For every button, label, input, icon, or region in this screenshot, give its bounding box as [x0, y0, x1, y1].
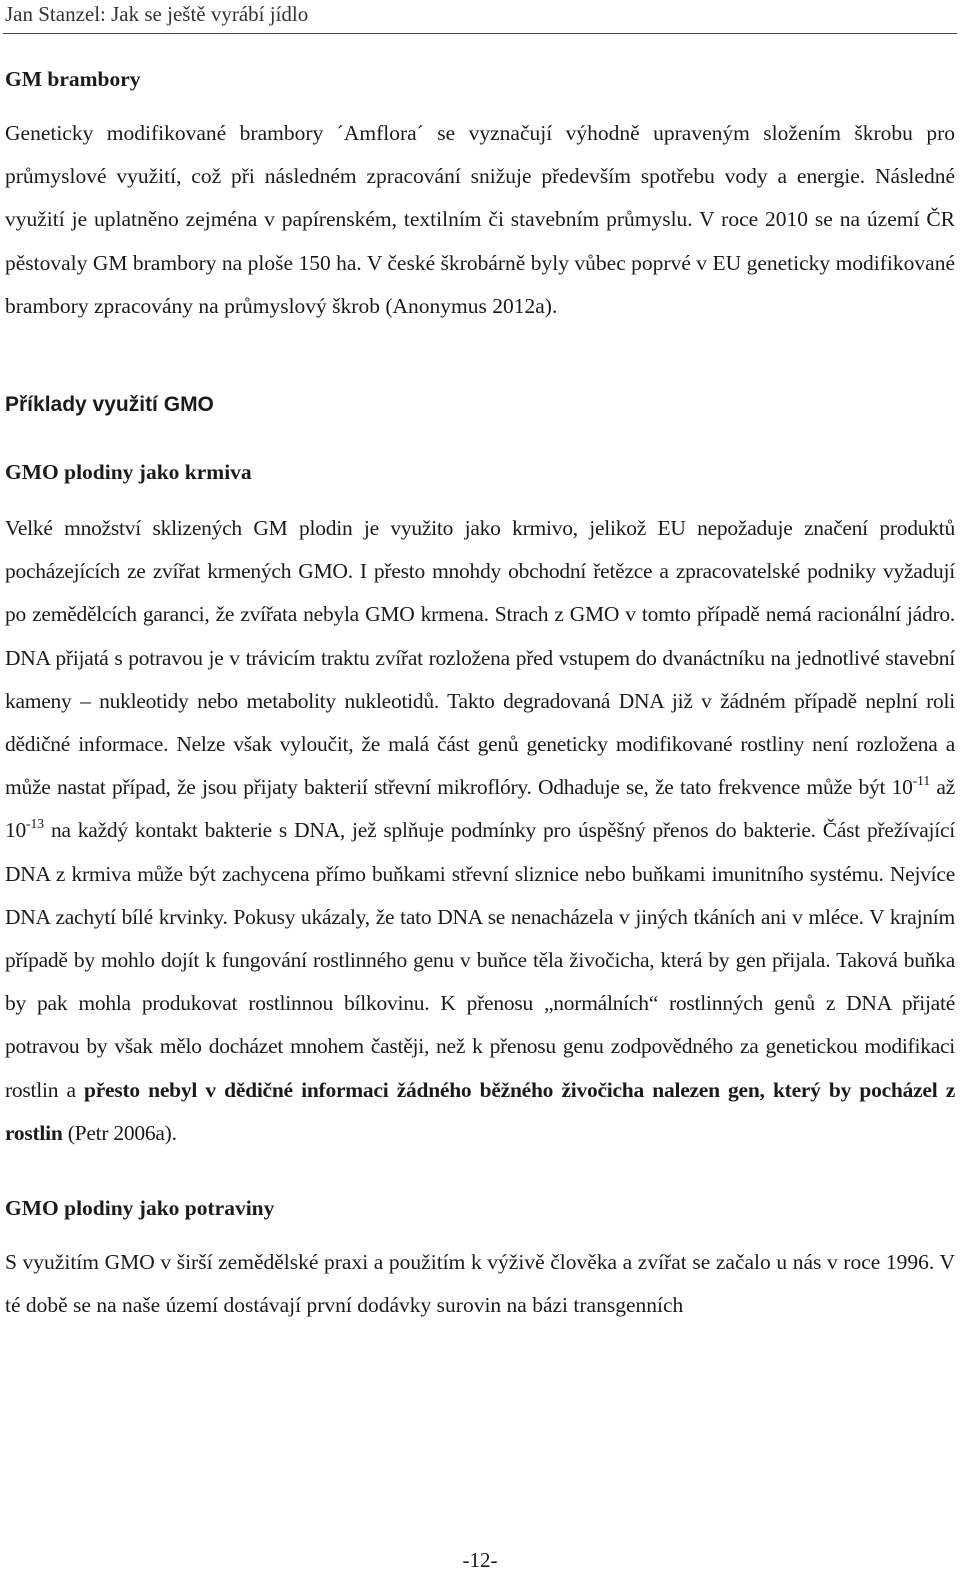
section-heading-priklady-vyuziti: Příklady využití GMO	[5, 393, 214, 417]
paragraph-krmiva-part2: až 10	[5, 775, 955, 843]
page-number: -12-	[462, 1548, 498, 1572]
header-divider	[3, 33, 957, 34]
paragraph-gm-brambory: Geneticky modifikované brambory ´Amflora´ se vyznačují výhodně upraveným složením škrobu pro průmyslové využití, což při následném zpracování snižuje především spotřebu vody a energie. Následné využití je uplatněno zejména v papírenském, textilním či stavebním průmyslu. V roce 2010 se na území ČR pěstovaly GM brambory na ploše 150 ha. V české škrobárně byly vůbec poprvé v EU geneticky modifikované brambory zpracovány na průmyslový škrob (Anonymus 2012a).	[5, 121, 955, 318]
paragraph-krmiva-citation: (Petr 2006a).	[62, 1120, 177, 1145]
section-heading-krmiva: GMO plodiny jako krmiva	[5, 460, 252, 485]
running-header: Jan Stanzel: Jak se ještě vyrábí jídlo	[5, 2, 309, 26]
paragraph-krmiva-emphasis: přesto nebyl v dědičné informaci žádného běžného živočicha nalezen gen, který by pocházel z rostlin	[5, 1077, 955, 1145]
section-heading-gm-brambory: GM brambory	[5, 67, 141, 91]
paragraph-krmiva-part3: na každý kontakt bakterie s DNA, jež splňuje podmínky pro úspěšný přenos do bakterie. Část přežívající DNA z krmiva může být zachycena přímo buňkami střevní sliznice nebo buňkami imunitního systému. Nejvíce DNA zachytí bílé krvinky. Pokusy ukázaly, že tato DNA se nenacházela v jiných tkáních ani v mléce. V krajním případě by mohlo dojít k fungování rostlinného genu v buňce těla živočicha, která by gen přijala. Taková buňka by pak mohla produkovat rostlinnou bílkovinu. K přenosu „normálních“ rostlinných genů z DNA přijaté potravou by však mělo docházet mnohem častěji, než k přenosu genu zodpovědného za genetickou modifikaci rostlin a	[5, 818, 955, 1102]
page-content	[5, 64, 955, 1327]
section-heading-potraviny: GMO plodiny jako potraviny	[5, 1196, 275, 1221]
exponent-11: -11	[912, 774, 930, 790]
paragraph-krmiva	[5, 507, 955, 1155]
exponent-13: -13	[26, 817, 44, 833]
paragraph-potraviny: S využitím GMO v širší zemědělské praxi a použitím k výživě člověka a zvířat se začalo u nás v roce 1996. V té době se na naše území dostávají první dodávky surovin na bázi transgenních	[5, 1250, 955, 1318]
paragraph-krmiva-part1: Velké množství sklizených GM plodin je využito jako krmivo, jelikož EU nepožaduje značení produktů pocházejících ze zvířat krmených GMO. I přesto mnohdy obchodní řetězce a zpracovatelské podniky vyžadují po zemědělcích garanci, že zvířata nebyla GMO krmena. Strach z GMO v tomto případě nemá racionální jádro. DNA přijatá s potravou je v trávicím traktu zvířat rozložena před vstupem do dvanáctníku na jednotlivé stavební kameny – nukleotidy nebo metabolity nukleotidů. Takto degradovaná DNA již v žádném případě neplní roli dědičné informace. Nelze však vyloučit, že malá část genů geneticky modifikované rostliny není rozložena a může nastat případ, že jsou přijaty bakterií střevní mikroflóry. Odhaduje se, že tato frekvence může být 10	[5, 516, 955, 800]
